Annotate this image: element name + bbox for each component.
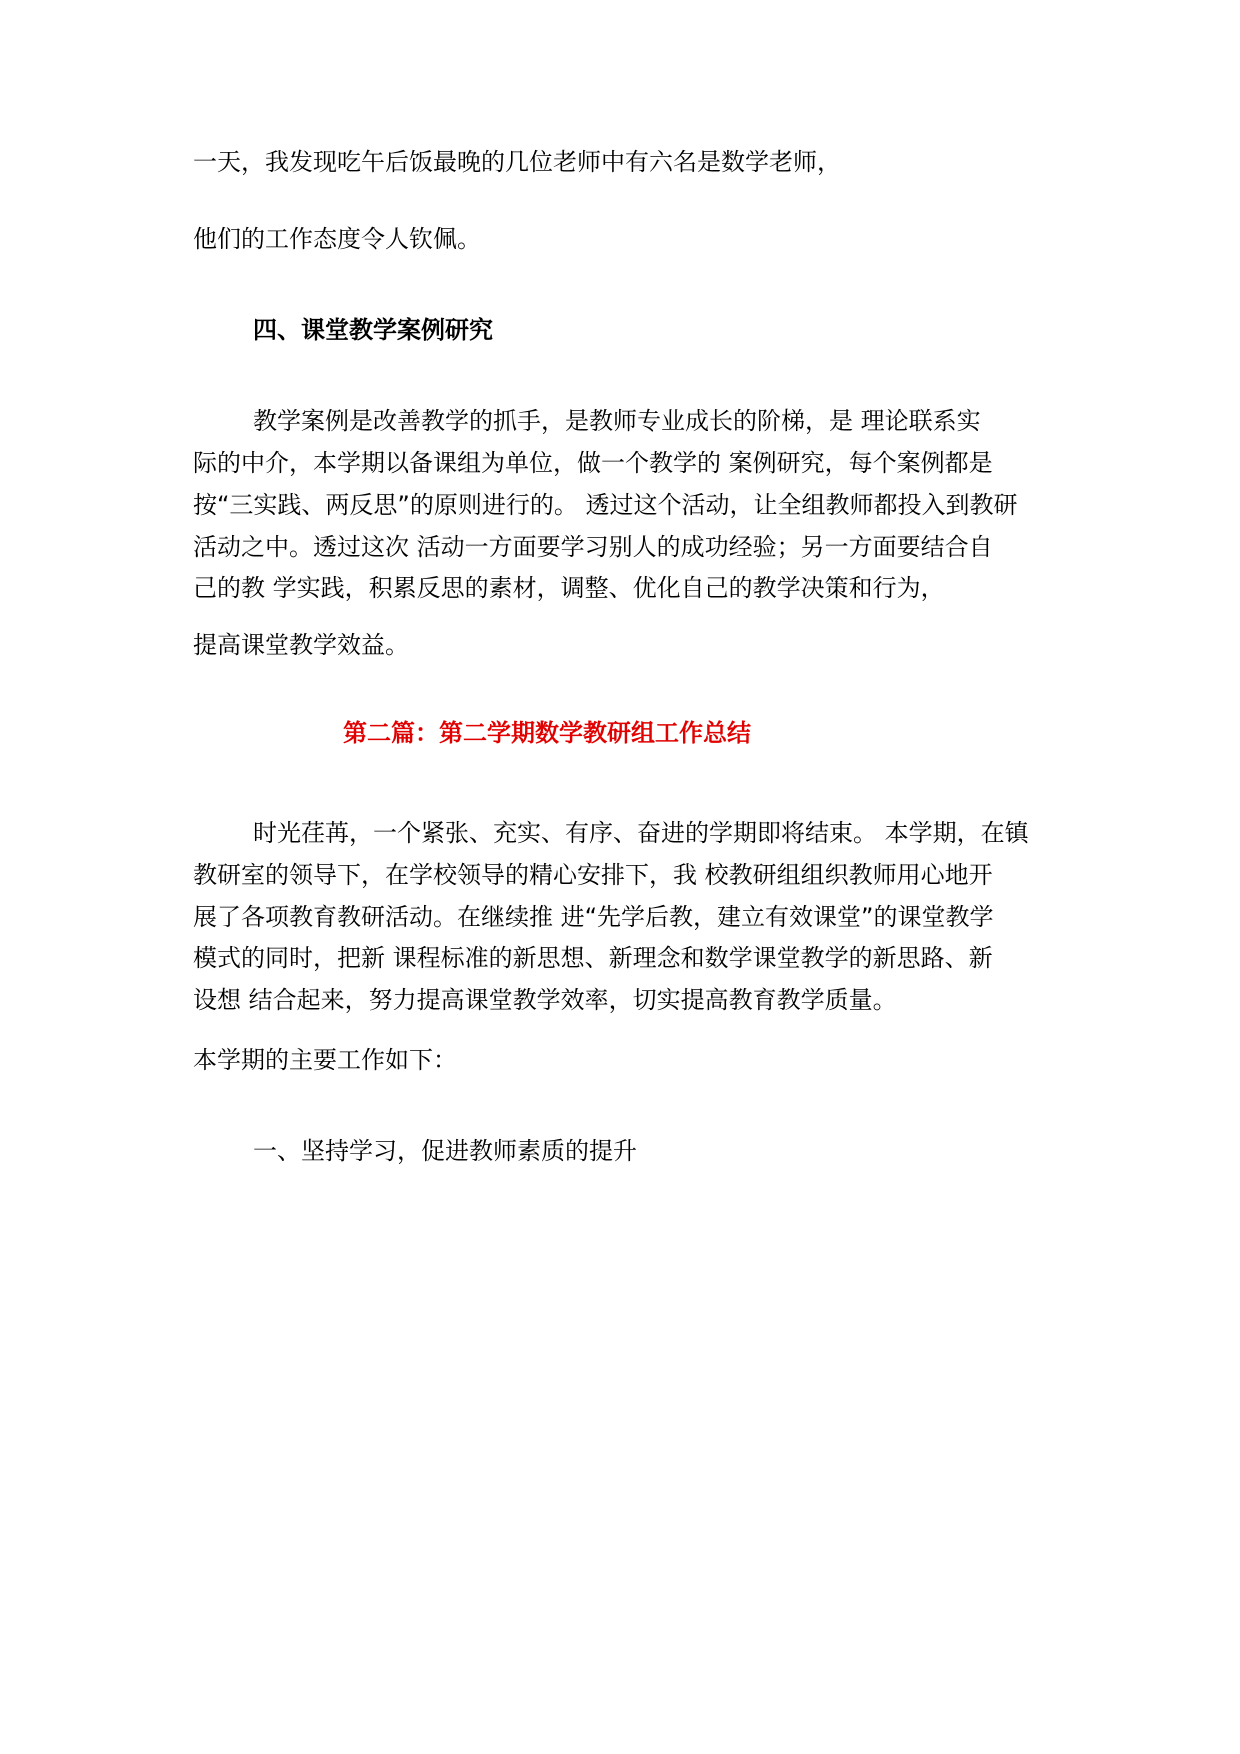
paragraph-line: 际的中介，本学期以备课组为单位，做一个教学的 案例研究，每个案例都是 xyxy=(193,449,993,477)
paragraph-line: 活动之中。透过这次 活动一方面要学习别人的成功经验；另一方面要结合自 xyxy=(193,533,993,561)
paragraph-line: 时光荏苒，一个紧张、充实、有序、奋进的学期即将结束。 本学期，在镇 xyxy=(253,819,1029,847)
paragraph-line: 按“三实践、两反思”的原则进行的。 透过这个活动，让全组教师都投入到教研 xyxy=(193,491,1018,519)
paragraph-line: 他们的工作态度令人钦佩。 xyxy=(193,225,481,253)
paragraph-line: 设想 结合起来，努力提高课堂教学效率，切实提高教育教学质量。 xyxy=(193,986,897,1014)
section-heading: 四、课堂教学案例研究 xyxy=(253,316,493,344)
chapter-title: 第二篇：第二学期数学教研组工作总结 xyxy=(343,719,751,747)
paragraph-line: 模式的同时，把新 课程标准的新思想、新理念和数学课堂教学的新思路、新 xyxy=(193,944,993,972)
paragraph-line: 教研室的领导下，在学校领导的精心安排下，我 校教研组组织教师用心地开 xyxy=(193,861,993,889)
paragraph-line: 一天，我发现吃午后饭最晚的几位老师中有六名是数学老师， xyxy=(193,148,841,176)
paragraph-line: 己的教 学实践，积累反思的素材，调整、优化自己的教学决策和行为， xyxy=(193,574,945,602)
paragraph-line: 展了各项教育教研活动。在继续推 进“先学后教，建立有效课堂”的课堂教学 xyxy=(193,903,994,931)
list-item-heading: 一、坚持学习，促进教师素质的提升 xyxy=(253,1137,637,1165)
paragraph-line: 提高课堂教学效益。 xyxy=(193,631,409,659)
paragraph-line: 教学案例是改善教学的抓手，是教师专业成长的阶梯，是 理论联系实 xyxy=(253,407,981,435)
paragraph-line: 本学期的主要工作如下： xyxy=(193,1046,457,1074)
